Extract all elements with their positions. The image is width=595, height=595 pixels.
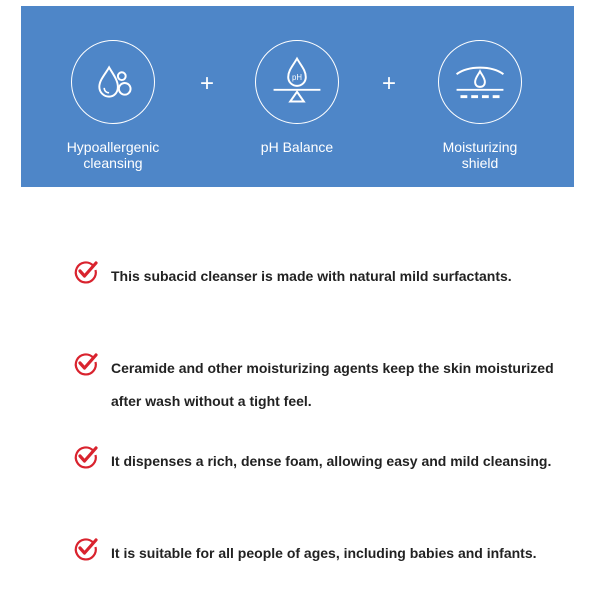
benefit-text: It is suitable for all people of ages, including babies and infants. — [111, 545, 537, 561]
benefit-text: It dispenses a rich, dense foam, allowing easy and mild cleansing. — [111, 453, 552, 469]
benefit-text: Ceramide and other moisturizing agents keep the skin moisturized after wash without a tight feel. — [111, 360, 554, 409]
ph-icon-text: pH — [292, 73, 302, 83]
plus-separator: + — [199, 70, 214, 97]
moisture-shield-icon — [438, 40, 522, 124]
features-banner — [21, 6, 574, 187]
feature-label: Moisturizing shield — [442, 139, 518, 171]
feature-label: Hypoallergenic cleansing — [66, 139, 160, 171]
feature-label: pH Balance — [260, 139, 334, 155]
allergen-drops-icon — [71, 40, 155, 124]
check-circle-icon — [72, 350, 100, 378]
benefit-text: This subacid cleanser is made with natural mild surfactants. — [111, 268, 512, 284]
check-circle-icon — [72, 535, 100, 563]
plus-separator: + — [381, 70, 396, 97]
check-circle-icon — [72, 258, 100, 286]
check-circle-icon — [72, 443, 100, 471]
ph-balance-icon — [255, 40, 339, 124]
